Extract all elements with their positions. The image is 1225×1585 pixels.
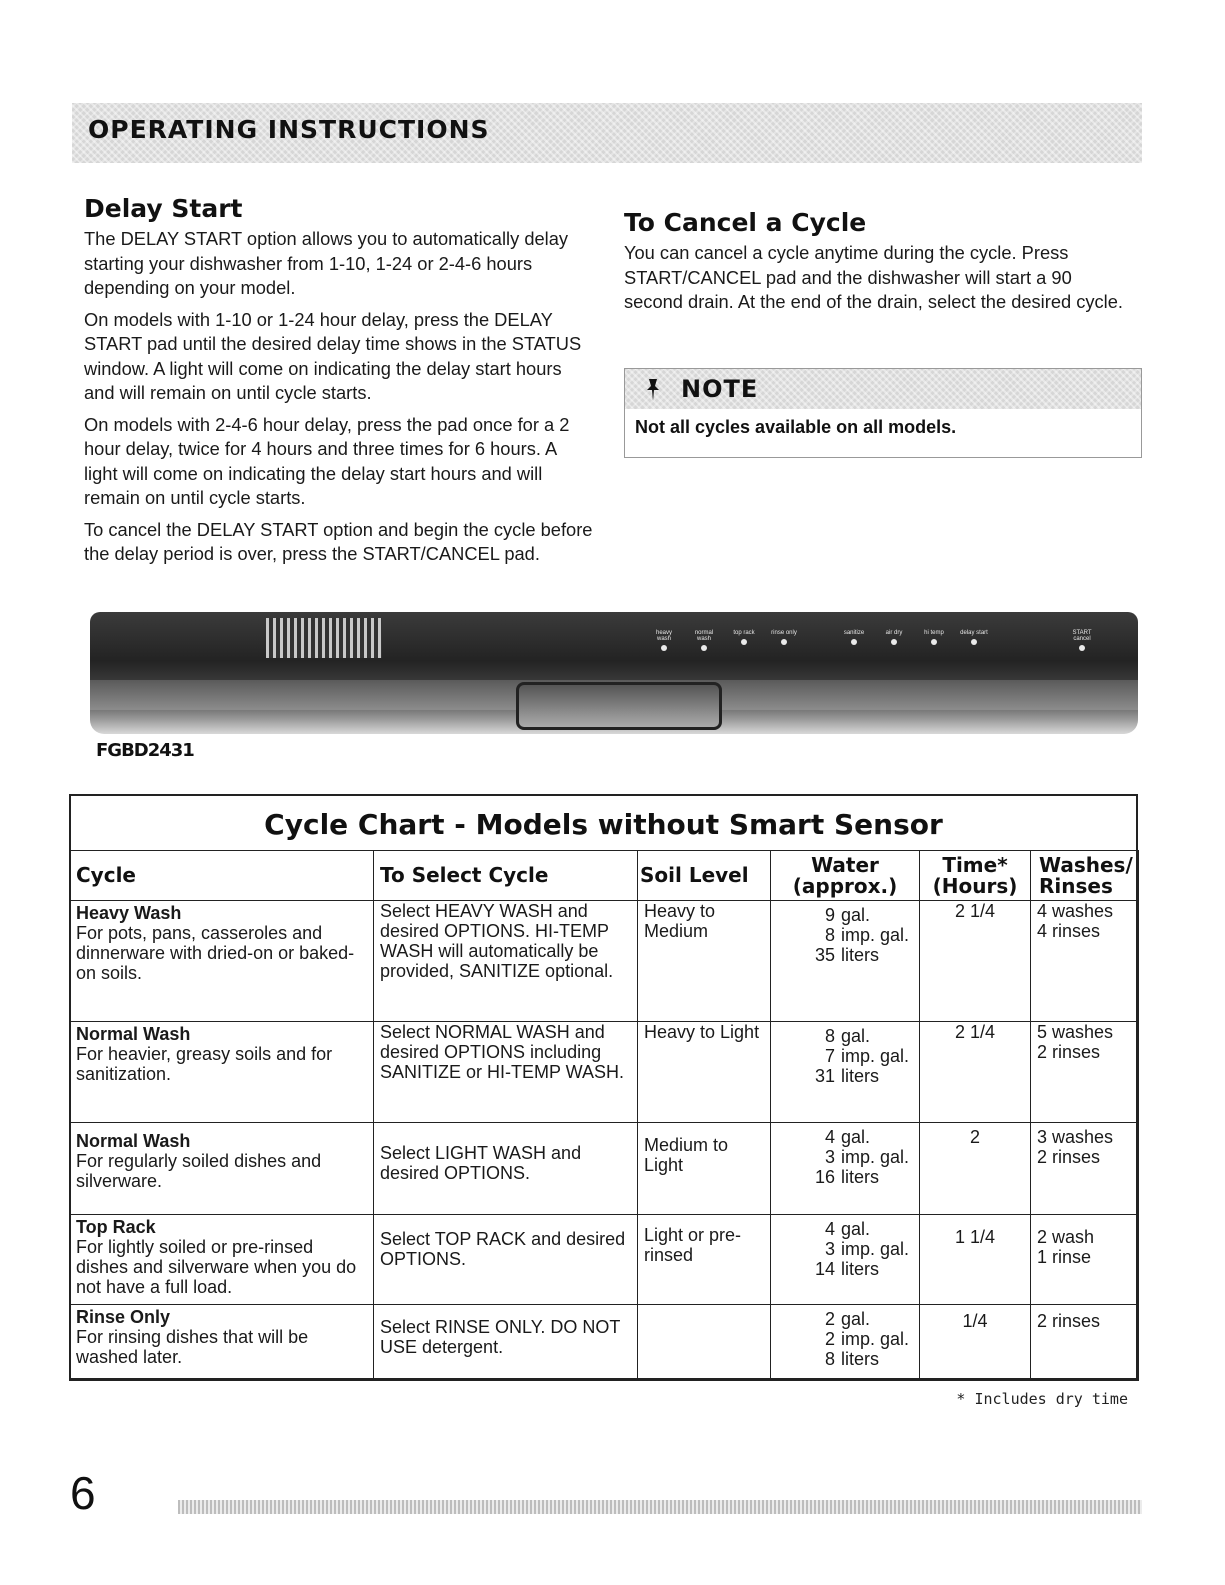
soil-cell: Heavy to Medium	[638, 901, 771, 1022]
washes-line: 5 washes	[1037, 1022, 1114, 1042]
delay-start-paragraph: On models with 2-4-6 hour delay, press the pad once for a 2 hour delay, twice for 4 hours and three times for 6 hours. A light will come on indicating the delay start hours and will remain on until cycle starts.	[84, 413, 570, 508]
water-unit: gal.	[841, 1309, 871, 1329]
panel-button	[1068, 630, 1096, 651]
rinses-line: 1 rinse	[1037, 1247, 1092, 1267]
rinses-line: 4 rinses	[1037, 921, 1101, 941]
cycle-name: Normal Wash	[76, 1024, 191, 1044]
section-banner	[72, 103, 1142, 163]
column-header-water: Water (approx.)	[771, 851, 920, 901]
select-cell: Select LIGHT WASH and desired OPTIONS.	[374, 1123, 638, 1215]
water-value: 7	[824, 1046, 835, 1066]
panel-button-label: heavy wash	[655, 630, 672, 642]
panel-buttons	[650, 630, 1130, 670]
cancel-cycle-text: You can cancel a cycle anytime during the cycle. Press START/CANCEL pad and the dishwasher will start a 90 second drain. At the end of the drain, select the desired cycle.	[624, 242, 1123, 312]
control-panel-image	[90, 612, 1138, 734]
water-cell	[771, 1305, 920, 1381]
water-value: 8	[824, 1026, 835, 1046]
water-cell	[771, 901, 920, 1022]
door-handle	[516, 682, 722, 730]
note-header	[625, 369, 1141, 409]
panel-button	[690, 630, 718, 651]
panel-button	[730, 630, 758, 645]
washes-cell	[1031, 1215, 1139, 1305]
time-cell: 2 1/4	[920, 901, 1031, 1022]
water-cell	[771, 1022, 920, 1123]
delay-start-paragraph: The DELAY START option allows you to automatically delay starting your dishwasher from 1-10, 1-24 or 2-4-6 hours depending on your model.	[84, 228, 569, 298]
panel-button-dot	[931, 639, 937, 645]
washes-line: 4 washes	[1037, 901, 1114, 921]
table-row	[70, 1215, 1139, 1305]
panel-button-label: sanitize	[843, 630, 865, 636]
table-row	[70, 1123, 1139, 1215]
water-value: 14	[814, 1259, 835, 1279]
note-box	[624, 368, 1142, 458]
panel-button-label: top rack	[733, 630, 755, 636]
cycle-name: Heavy Wash	[76, 903, 182, 923]
delay-start-section	[84, 194, 594, 574]
panel-button-dot	[891, 639, 897, 645]
table-header-row	[70, 851, 1139, 901]
water-value: 16	[814, 1167, 835, 1187]
water-value: 8	[824, 925, 835, 945]
panel-button-dot	[971, 639, 977, 645]
panel-button-label: air dry	[885, 630, 903, 636]
panel-button-dot	[661, 645, 667, 651]
delay-start-heading: Delay Start	[84, 194, 243, 223]
panel-button	[880, 630, 908, 645]
cycle-description: For rinsing dishes that will be washed later.	[76, 1327, 309, 1367]
select-cell: Select HEAVY WASH and desired OPTIONS. HI-TEMP WASH will automatically be provided, SANITIZE optional.	[374, 901, 638, 1022]
panel-button	[960, 630, 988, 645]
pushpin-icon	[643, 377, 663, 403]
cycle-description: For regularly soiled dishes and silverware.	[76, 1151, 322, 1191]
water-unit: liters	[841, 945, 880, 965]
rinses-line: 2 rinses	[1037, 1042, 1101, 1062]
water-unit: gal.	[841, 1026, 871, 1046]
water-value: 8	[824, 1349, 835, 1369]
water-cell	[771, 1123, 920, 1215]
select-cell: Select TOP RACK and desired OPTIONS.	[374, 1215, 638, 1305]
water-unit: gal.	[841, 1219, 871, 1239]
panel-button	[770, 630, 798, 645]
cycle-cell	[70, 1123, 374, 1215]
washes-line: 3 washes	[1037, 1127, 1114, 1147]
water-value: 3	[824, 1239, 835, 1259]
time-cell: 1 1/4	[920, 1215, 1031, 1305]
note-title: NOTE	[681, 375, 759, 403]
soil-cell: Medium to Light	[638, 1123, 771, 1215]
water-value: 31	[814, 1066, 835, 1086]
cycle-name: Rinse Only	[76, 1307, 171, 1327]
water-value: 3	[824, 1147, 835, 1167]
panel-button	[920, 630, 948, 645]
water-unit: liters	[841, 1066, 880, 1086]
cycle-chart	[69, 794, 1138, 1380]
cycle-description: For lightly soiled or pre-rinsed dishes and silverware when you do not have a full load.	[76, 1237, 357, 1297]
page-number: 6	[70, 1467, 96, 1519]
time-cell: 1/4	[920, 1305, 1031, 1381]
cycle-table	[69, 850, 1139, 1381]
table-row	[70, 1305, 1139, 1381]
delay-start-paragraph: On models with 1-10 or 1-24 hour delay, press the DELAY START pad until the desired delay time shows in the STATUS window. A light will come on indicating the delay start hours and will remain on until cycle starts.	[84, 308, 582, 403]
table-row	[70, 1022, 1139, 1123]
washes-line: 2 wash	[1037, 1227, 1095, 1247]
water-unit: imp. gal.	[841, 1239, 910, 1259]
cycle-name: Normal Wash	[76, 1131, 191, 1151]
footer-bar	[178, 1500, 1142, 1514]
water-unit: imp. gal.	[841, 1147, 910, 1167]
water-unit: imp. gal.	[841, 1046, 910, 1066]
soil-cell: Light or pre-rinsed	[638, 1215, 771, 1305]
water-unit: imp. gal.	[841, 925, 910, 945]
water-unit: liters	[841, 1259, 880, 1279]
panel-button	[650, 630, 678, 651]
panel-button-label: START cancel	[1072, 630, 1092, 642]
column-header-select: To Select Cycle	[374, 851, 638, 901]
washes-cell	[1031, 901, 1139, 1022]
cancel-cycle-section	[624, 208, 1134, 322]
cycle-cell	[70, 901, 374, 1022]
cycle-cell	[70, 1305, 374, 1381]
water-value: 35	[814, 945, 835, 965]
water-value: 2	[824, 1309, 835, 1329]
delay-start-paragraph: To cancel the DELAY START option and begin the cycle before the delay period is over, press the START/CANCEL pad.	[84, 518, 593, 564]
select-cell: Select RINSE ONLY. DO NOT USE detergent.	[374, 1305, 638, 1381]
water-unit: gal.	[841, 1127, 871, 1147]
time-cell: 2	[920, 1123, 1031, 1215]
panel-button-dot	[781, 639, 787, 645]
panel-button-label: hi temp	[924, 630, 944, 636]
column-header-washes: Washes/ Rinses	[1031, 851, 1139, 901]
water-unit: liters	[841, 1167, 880, 1187]
water-unit: liters	[841, 1349, 880, 1369]
water-cell	[771, 1215, 920, 1305]
panel-button-dot	[701, 645, 707, 651]
water-value: 9	[824, 905, 835, 925]
table-row	[70, 901, 1139, 1022]
column-header-soil: Soil Level	[638, 851, 771, 901]
panel-button	[840, 630, 868, 645]
cycle-description: For pots, pans, casseroles and dinnerware with dried-on or baked-on soils.	[76, 923, 355, 983]
section-title: OPERATING INSTRUCTIONS	[88, 115, 490, 144]
cycle-description: For heavier, greasy soils and for sanitization.	[76, 1044, 333, 1084]
panel-button-label: rinse only	[771, 630, 797, 636]
panel-vent	[266, 618, 382, 658]
water-value: 4	[824, 1219, 835, 1239]
rinses-line: 2 rinses	[1037, 1147, 1101, 1167]
cancel-cycle-heading: To Cancel a Cycle	[624, 208, 867, 237]
panel-button-label: normal wash	[694, 630, 714, 642]
model-label: FGBD2431	[96, 740, 194, 761]
column-header-time: Time* (Hours)	[920, 851, 1031, 901]
panel-button-dot	[851, 639, 857, 645]
panel-button-dot	[1079, 645, 1085, 651]
footnote: * Includes dry time	[956, 1390, 1128, 1408]
time-cell: 2 1/4	[920, 1022, 1031, 1123]
select-cell: Select NORMAL WASH and desired OPTIONS including SANITIZE or HI-TEMP WASH.	[374, 1022, 638, 1123]
cycle-chart-title: Cycle Chart - Models without Smart Sensor	[264, 808, 943, 841]
cycle-cell	[70, 1215, 374, 1305]
washes-cell	[1031, 1022, 1139, 1123]
water-unit: gal.	[841, 905, 871, 925]
soil-cell	[638, 1305, 771, 1381]
note-text: Not all cycles available on all models.	[635, 417, 957, 437]
washes-cell	[1031, 1123, 1139, 1215]
water-value: 4	[824, 1127, 835, 1147]
water-unit: imp. gal.	[841, 1329, 910, 1349]
cycle-name: Top Rack	[76, 1217, 156, 1237]
panel-button-dot	[741, 639, 747, 645]
soil-cell: Heavy to Light	[638, 1022, 771, 1123]
washes-cell	[1031, 1305, 1139, 1381]
column-header-cycle: Cycle	[70, 851, 374, 901]
rinses-line: 2 rinses	[1037, 1311, 1101, 1331]
water-value: 2	[824, 1329, 835, 1349]
cycle-cell	[70, 1022, 374, 1123]
panel-button-label: delay start	[960, 630, 988, 636]
